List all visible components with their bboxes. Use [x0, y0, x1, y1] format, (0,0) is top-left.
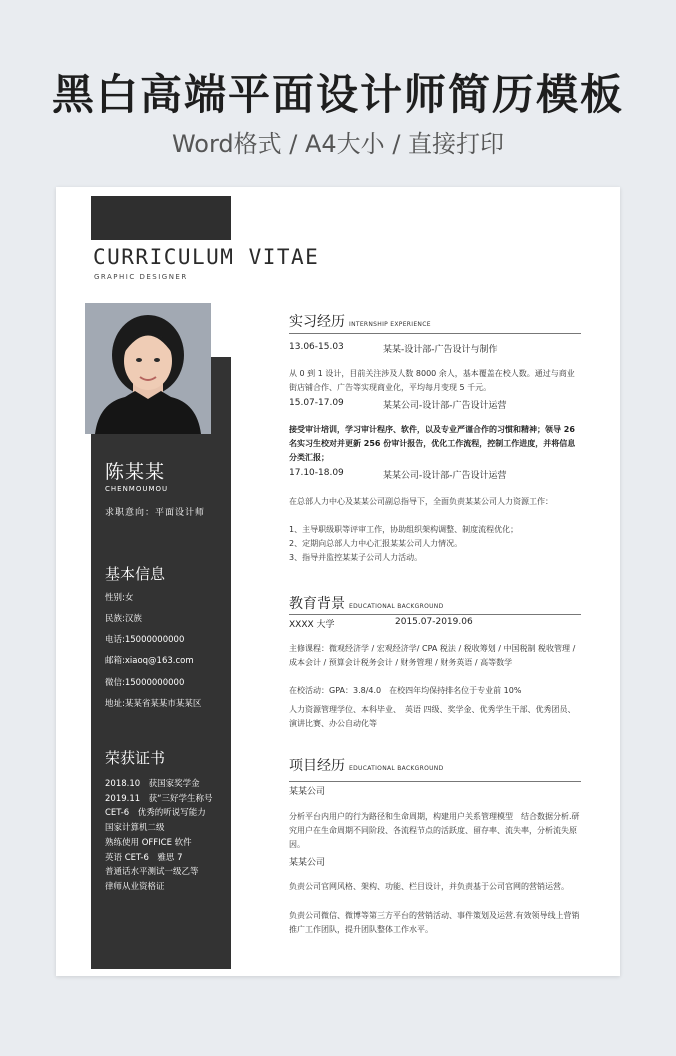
award-item: 2019.11 获“三好学生称号 — [105, 794, 213, 804]
projects-heading — [289, 755, 444, 775]
entry-description: 从 0 到 1 设计，目前关注涉及人数 8000 余人，基本覆盖在校人数。通过与商业街店铺合作、广告等实现商业化，平均每月变现 5 千元。 — [289, 369, 575, 392]
education-gpa: 在校活动：GPA：3.8/4.0 在校四年均保持排名位于专业前 10% — [289, 686, 522, 695]
project-company: 某某公司 — [289, 858, 326, 868]
education-date: 2015.07-2019.06 — [395, 617, 473, 627]
entry-title: 某某-设计部-广告设计与制作 — [383, 345, 498, 355]
internship-entry-header — [289, 342, 498, 355]
entry-date: 15.07-17.09 — [289, 398, 344, 408]
project-company: 某某公司 — [289, 787, 326, 797]
education-heading-cn: 教育背景 — [289, 596, 345, 612]
cv-title: CURRICULUM VITAE — [93, 245, 320, 269]
resume-sheet — [56, 187, 620, 976]
basic-info-item: 地址:某某省某某市某某区 — [105, 699, 202, 709]
entry-list-item: 2、定期向总部人力中心汇报某某公司人力情况。 — [289, 539, 463, 548]
award-item: 英语 CET-6 雅思 7 — [105, 853, 183, 863]
entry-description: 在总部人力中心及某某公司副总指导下，全面负责某某公司人力资源工作： — [289, 497, 553, 506]
awards-heading: 荣获证书 — [105, 749, 166, 767]
portrait-image — [85, 303, 211, 434]
project-description: 分析平台内用户的行为路径和生命周期，构建用户关系管理模型 结合数据分析.研究用户在生命周期不同阶段、各流程节点的活跃度、留存率、流失率，分析流失原因。 — [289, 812, 580, 849]
award-item: 2018.10 获国家奖学金 — [105, 779, 200, 789]
profile-name: 陈某某 — [105, 461, 166, 483]
education-heading — [289, 593, 444, 613]
internship-heading-en: INTERNSHIP EXPERIENCE — [349, 321, 431, 328]
project-description: 负责公司微信、微博等第三方平台的营销活动、事件策划及运营.有效领导线上营销推广工作团队，提升团队整体工作水平。 — [289, 911, 580, 934]
basic-info-heading: 基本信息 — [105, 565, 166, 583]
cv-subtitle: GRAPHIC DESIGNER — [94, 273, 188, 281]
entry-date: 13.06-15.03 — [289, 342, 344, 352]
basic-info-item: 民族:汉族 — [105, 614, 142, 624]
award-item: 律师从业资格证 — [105, 882, 165, 892]
basic-info-item: 电话:15000000000 — [105, 635, 185, 645]
header-block — [91, 196, 231, 240]
section-divider — [289, 614, 581, 615]
award-item: CET-6 优秀的听说写能力 — [105, 808, 206, 818]
job-intention: 求职意向：平面设计师 — [105, 508, 206, 518]
internship-entry-header — [289, 398, 507, 411]
profile-name-en: CHENMOUMOU — [105, 485, 169, 493]
education-activities: 人力资源管理学位、本科毕业、 英语 四级、奖学金、优秀学生干部、优秀团员、演讲比赛、办公自动化等 — [289, 705, 576, 728]
entry-title: 某某公司-设计部-广告设计运营 — [383, 471, 507, 481]
education-courses: 主修课程：微观经济学 / 宏观经济学/ CPA 税法 / 税收筹划 / 中国税制 税收管理 / 成本会计 / 预算会计税务会计 / 财务管理 / 财务英语 / 高等数学 — [289, 644, 576, 667]
entry-description: 接受审计培训，学习审计程序、软件，以及专业严谨合作的习惯和精神；领导 26 名实习生校对并更新 256 份审计报告，优化工作流程，控制工作进度，并将信息分类汇报； — [289, 425, 576, 462]
education-heading-en: EDUCATIONAL BACKGROUND — [349, 603, 444, 610]
banner-subtitle: Word格式 / A4大小 / 直接打印 — [171, 130, 505, 158]
award-item: 普通话水平测试一级乙等 — [105, 867, 199, 877]
section-divider — [289, 333, 581, 334]
project-description: 负责公司官网风格、架构、功能、栏目设计，并负责基于公司官网的营销运营。 — [289, 882, 569, 891]
entry-title: 某某公司-设计部-广告设计运营 — [383, 401, 507, 411]
section-divider — [289, 781, 581, 782]
basic-info-item: 性别:女 — [105, 593, 134, 603]
internship-heading — [289, 311, 431, 331]
award-item: 熟练使用 OFFICE 软件 — [105, 838, 192, 848]
internship-entry-header — [289, 468, 507, 481]
basic-info-item: 邮箱:xiaoq@163.com — [105, 656, 194, 666]
education-entry-header — [289, 617, 473, 630]
entry-list-item: 1、主导职级职等评审工作，协助组织架构调整、制度流程优化； — [289, 525, 519, 534]
projects-heading-cn: 项目经历 — [289, 758, 345, 774]
projects-heading-en: EDUCATIONAL BACKGROUND — [349, 765, 444, 772]
entry-date: 17.10-18.09 — [289, 468, 344, 478]
profile-photo — [85, 303, 211, 434]
internship-heading-cn: 实习经历 — [289, 314, 345, 330]
award-item: 国家计算机二级 — [105, 823, 165, 833]
banner-title: 黑白高端平面设计师简历模板 — [51, 70, 624, 119]
school-name: XXXX 大学 — [289, 620, 335, 630]
basic-info-item: 微信:15000000000 — [105, 678, 185, 688]
entry-list-item: 3、指导并监控某某子公司人力活动。 — [289, 553, 423, 562]
